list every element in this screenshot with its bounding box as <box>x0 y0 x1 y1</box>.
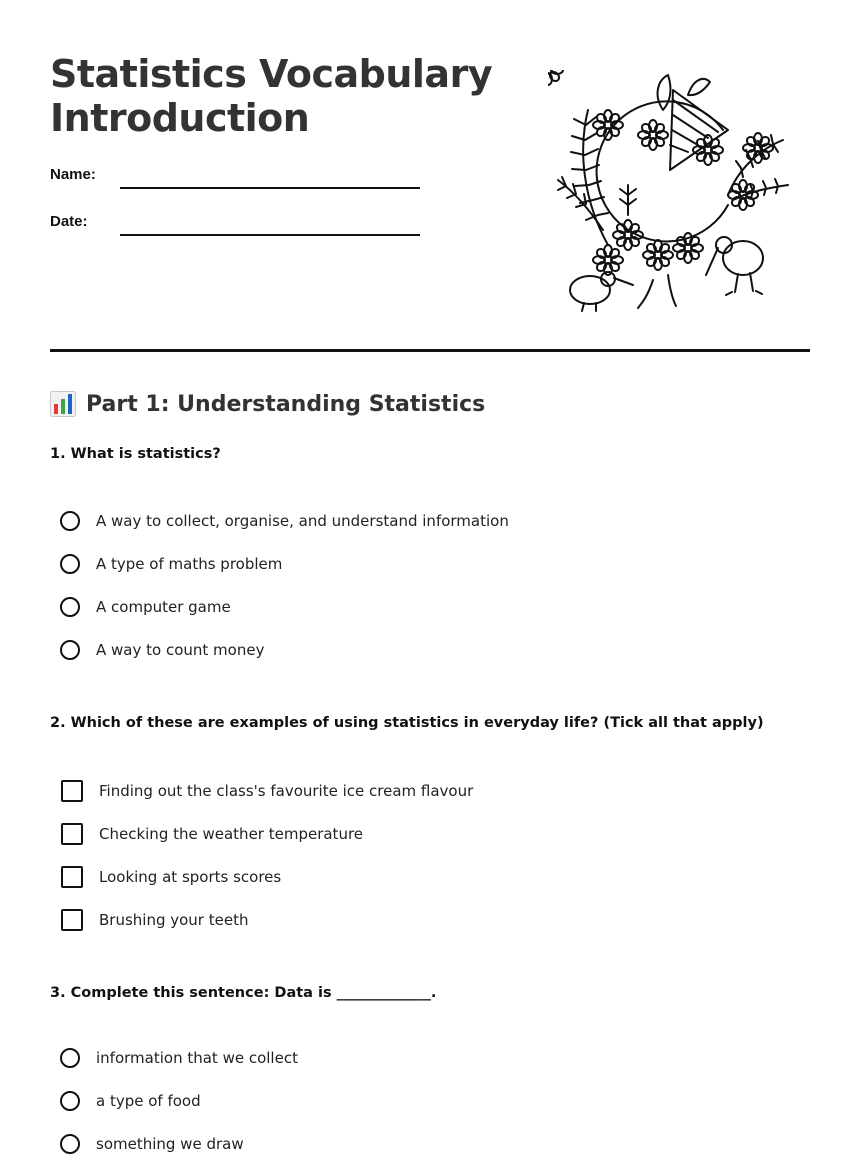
radio-button[interactable] <box>60 554 80 574</box>
option-label: Finding out the class's favourite ice cream flavour <box>99 782 474 800</box>
option-label: Looking at sports scores <box>99 868 282 886</box>
checkbox[interactable] <box>61 823 83 845</box>
date-field[interactable] <box>120 234 420 236</box>
part1-heading <box>50 388 485 420</box>
date-label: Date: <box>50 213 88 230</box>
question-2: 2. Which of these are examples of using statistics in everyday life? (Tick all that apply) <box>50 715 764 731</box>
name-label: Name: <box>50 166 96 183</box>
title-line-1: Statistics Vocabulary <box>50 52 493 96</box>
radio-button[interactable] <box>60 511 80 531</box>
q2-option-2[interactable] <box>60 821 363 847</box>
radio-button[interactable] <box>60 1048 80 1068</box>
option-label: information that we collect <box>96 1049 298 1067</box>
worksheet-title <box>50 52 492 140</box>
q3-option-1[interactable] <box>60 1045 298 1071</box>
title-line-2: Introduction <box>50 96 310 140</box>
q2-option-3[interactable] <box>60 864 281 890</box>
checkbox[interactable] <box>61 780 83 802</box>
q2-option-4[interactable] <box>60 907 248 933</box>
radio-button[interactable] <box>60 640 80 660</box>
q1-option-4[interactable] <box>60 637 264 663</box>
option-label: Brushing your teeth <box>99 911 249 929</box>
question-3: 3. Complete this sentence: Data is _____________. <box>50 985 437 1001</box>
option-label: A type of maths problem <box>96 555 283 573</box>
part1-title: Part 1: Understanding Statistics <box>86 391 486 417</box>
botanical-kiwi-illustration-icon <box>548 70 793 315</box>
q3-option-3[interactable] <box>60 1131 244 1157</box>
q2-option-1[interactable] <box>60 778 473 804</box>
q1-option-2[interactable] <box>60 551 282 577</box>
option-label: Checking the weather temperature <box>99 825 364 843</box>
q1-option-1[interactable] <box>60 508 509 534</box>
option-label: something we draw <box>96 1135 244 1153</box>
option-label: A computer game <box>96 598 231 616</box>
question-1: 1. What is statistics? <box>50 446 221 462</box>
header-divider <box>50 349 810 352</box>
radio-button[interactable] <box>60 597 80 617</box>
option-label: A way to count money <box>96 641 265 659</box>
q1-option-3[interactable] <box>60 594 231 620</box>
bar-chart-icon <box>50 391 76 417</box>
q3-option-2[interactable] <box>60 1088 201 1114</box>
name-field[interactable] <box>120 187 420 189</box>
option-label: A way to collect, organise, and understand information <box>96 512 509 530</box>
checkbox[interactable] <box>61 866 83 888</box>
option-label: a type of food <box>96 1092 201 1110</box>
radio-button[interactable] <box>60 1091 80 1111</box>
radio-button[interactable] <box>60 1134 80 1154</box>
checkbox[interactable] <box>61 909 83 931</box>
